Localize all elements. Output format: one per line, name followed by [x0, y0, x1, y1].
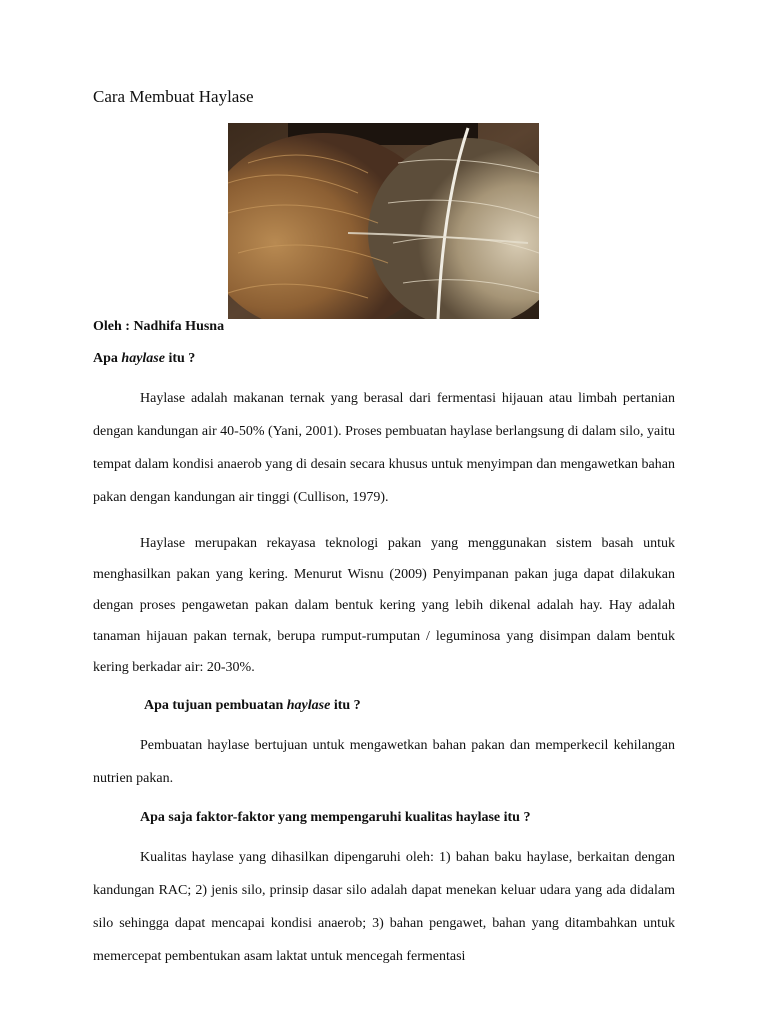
paragraph: Kualitas haylase yang dihasilkan dipengaruhi oleh: 1) bahan baku haylase, berkaitan dengan kandungan RAC; 2) jenis silo, prinsip dasar silo adalah dapat menekan keluar udara yang ada didalam silo sehingga dapat mencapai kondisi anaerob; 3) bahan pengawet, bahan yang ditambahkan untuk memercepat pembentukan asam laktat untuk mencegah fermentasi: [93, 850, 675, 964]
paragraph: Pembuatan haylase bertujuan untuk mengawetkan bahan pakan dan memperkecil kehilangan nutrien pakan.: [93, 738, 675, 786]
section-heading-3: Apa saja faktor-faktor yang mempengaruhi kualitas haylase itu ?: [140, 810, 531, 825]
hay-image: [228, 123, 539, 319]
heading-text: Apa: [93, 351, 122, 366]
heading-text: Apa tujuan pembuatan: [144, 698, 287, 713]
heading-emphasis: haylase: [121, 351, 165, 366]
heading-text: itu ?: [164, 351, 196, 366]
heading-text: itu ?: [330, 698, 361, 713]
document-title: Cara Membuat Haylase: [93, 87, 254, 106]
haylase-photo: [228, 123, 539, 319]
section-heading-1: [93, 350, 675, 368]
paragraph: Haylase merupakan rekayasa teknologi pakan yang menggunakan sistem basah untuk menghasilkan pakan yang kering. Menurut Wisnu (2009) Penyimpanan pakan juga dapat dilakukan dengan proses pengawetan pakan dalam bentuk kering yang lebih dikenal adalah hay. Hay adalah tanaman hijauan pakan ternak, berupa rumput-rumputan / leguminosa yang disimpan dalam bentuk kering berkadar air: 20-30%.: [93, 536, 675, 675]
byline: Oleh : Nadhifa Husna: [93, 319, 225, 334]
document-body: [93, 318, 675, 973]
section-heading-2: [93, 697, 675, 715]
paragraph: Haylase adalah makanan ternak yang berasal dari fermentasi hijauan atau limbah pertanian dengan kandungan air 40-50% (Yani, 2001). Proses pembuatan haylase berlangsung di dalam silo, yaitu tempat dalam kondisi anaerob yang di desain secara khusus untuk menyimpan dan mengawetkan bahan pakan dengan kandungan air tinggi (Cullison, 1979).: [93, 391, 675, 505]
heading-emphasis: haylase: [286, 698, 331, 713]
